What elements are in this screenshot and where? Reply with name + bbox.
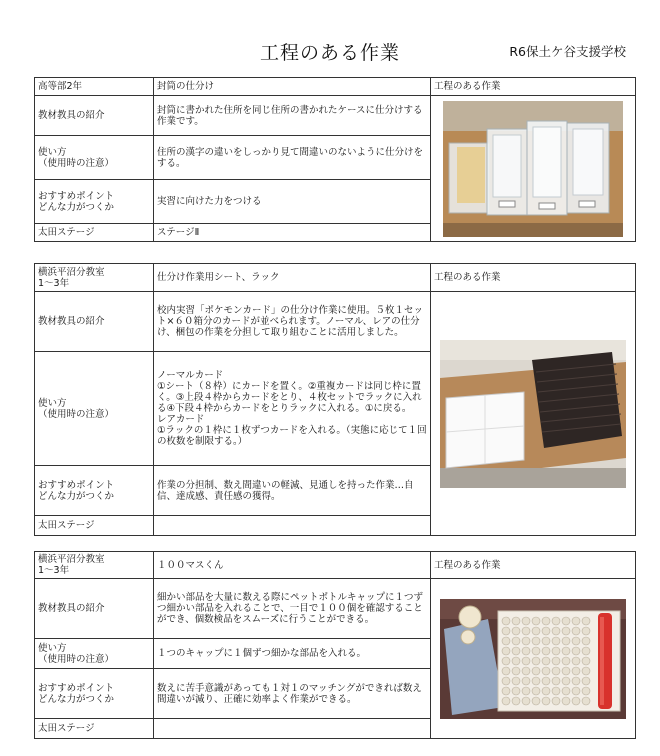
row-label: おすすめポイント どんな力がつくか [35,466,154,516]
dept-cell: 横浜平沼分教室 1～3年 [35,552,154,579]
material-name: 封筒の仕分け [154,78,431,96]
row-label: 教材教具の紹介 [35,579,154,639]
row-label: 太田ステージ [35,224,154,242]
row-value: １つのキャップに１個ずつ細かな部品を入れる。 [154,639,431,669]
row-label: 使い方 （使用時の注意） [35,639,154,669]
row-label: 使い方 （使用時の注意） [35,136,154,180]
row-value: 細かい部品を大量に数える際にペットボトルキャップに１つずつ細かい部品を入れることで、一目で１００個を確認することができ、個数検品をスムーズに行うことができる。 [154,579,431,639]
photo-heading: 工程のある作業 [431,264,636,292]
section-envelope-sorting [34,77,636,242]
row-label: おすすめポイント どんな力がつくか [35,669,154,719]
row-value: 校内実習「ポケモンカード」の仕分け作業に使用。５枚１セット×６０箱分のカードが並べられます。ノーマル、レアの仕分け、梱包の作業を分担して取り組むことに活用しました。 [154,292,431,352]
dept-cell: 横浜平沼分教室 1～3年 [35,264,154,292]
row-label: 太田ステージ [35,719,154,739]
photo-cell [431,579,636,739]
row-value: 封筒に書かれた住所を同じ住所の書かれたケースに仕分けする作業です。 [154,96,431,136]
row-value: 実習に向けた力をつける [154,180,431,224]
photo-cell [431,292,636,536]
row-label: 教材教具の紹介 [35,96,154,136]
cap-tray-photo [440,599,626,719]
material-name: １００マスくん [154,552,431,579]
photo-heading: 工程のある作業 [431,552,636,579]
dept-cell: 高等部2年 [35,78,154,96]
page-title: 工程のある作業 [259,42,400,64]
section-hundred-cells [34,551,636,739]
row-label: おすすめポイント どんな力がつくか [35,180,154,224]
card-rack-photo [440,340,626,488]
row-label: 太田ステージ [35,516,154,536]
photo-cell [431,96,636,242]
row-value [154,516,431,536]
material-name: 仕分け作業用シート、ラック [154,264,431,292]
envelope-cases-photo [443,101,623,237]
section-sorting-sheet-rack [34,263,636,536]
row-value: ノーマルカード ①シート（８枠）にカードを置く。②重複カードは同じ枠に置く。③上段４枠からカードをとり、４枚セットでラックに入れる④下段４枠からカードをとりラックに入れる。①に戻る。 レアカード ①ラックの１枠に１枚ずつカードを入れる。（実態に応じて１回の枚数を制限する。） [154,352,431,466]
row-value [154,719,431,739]
school-name: R6保土ケ谷支援学校 [509,44,626,59]
row-value: ステージⅡ [154,224,431,242]
photo-heading: 工程のある作業 [431,78,636,96]
row-value: 作業の分担制、数え間違いの軽減、見通しを持った作業…自信、達成感、責任感の獲得。 [154,466,431,516]
row-label: 使い方 （使用時の注意） [35,352,154,466]
row-value: 住所の漢字の違いをしっかり見て間違いのないように仕分けをする。 [154,136,431,180]
row-value: 数えに苦手意識があっても１対１のマッチングができれば数え間違いが減り、正確に効率よく作業ができる。 [154,669,431,719]
row-label: 教材教具の紹介 [35,292,154,352]
